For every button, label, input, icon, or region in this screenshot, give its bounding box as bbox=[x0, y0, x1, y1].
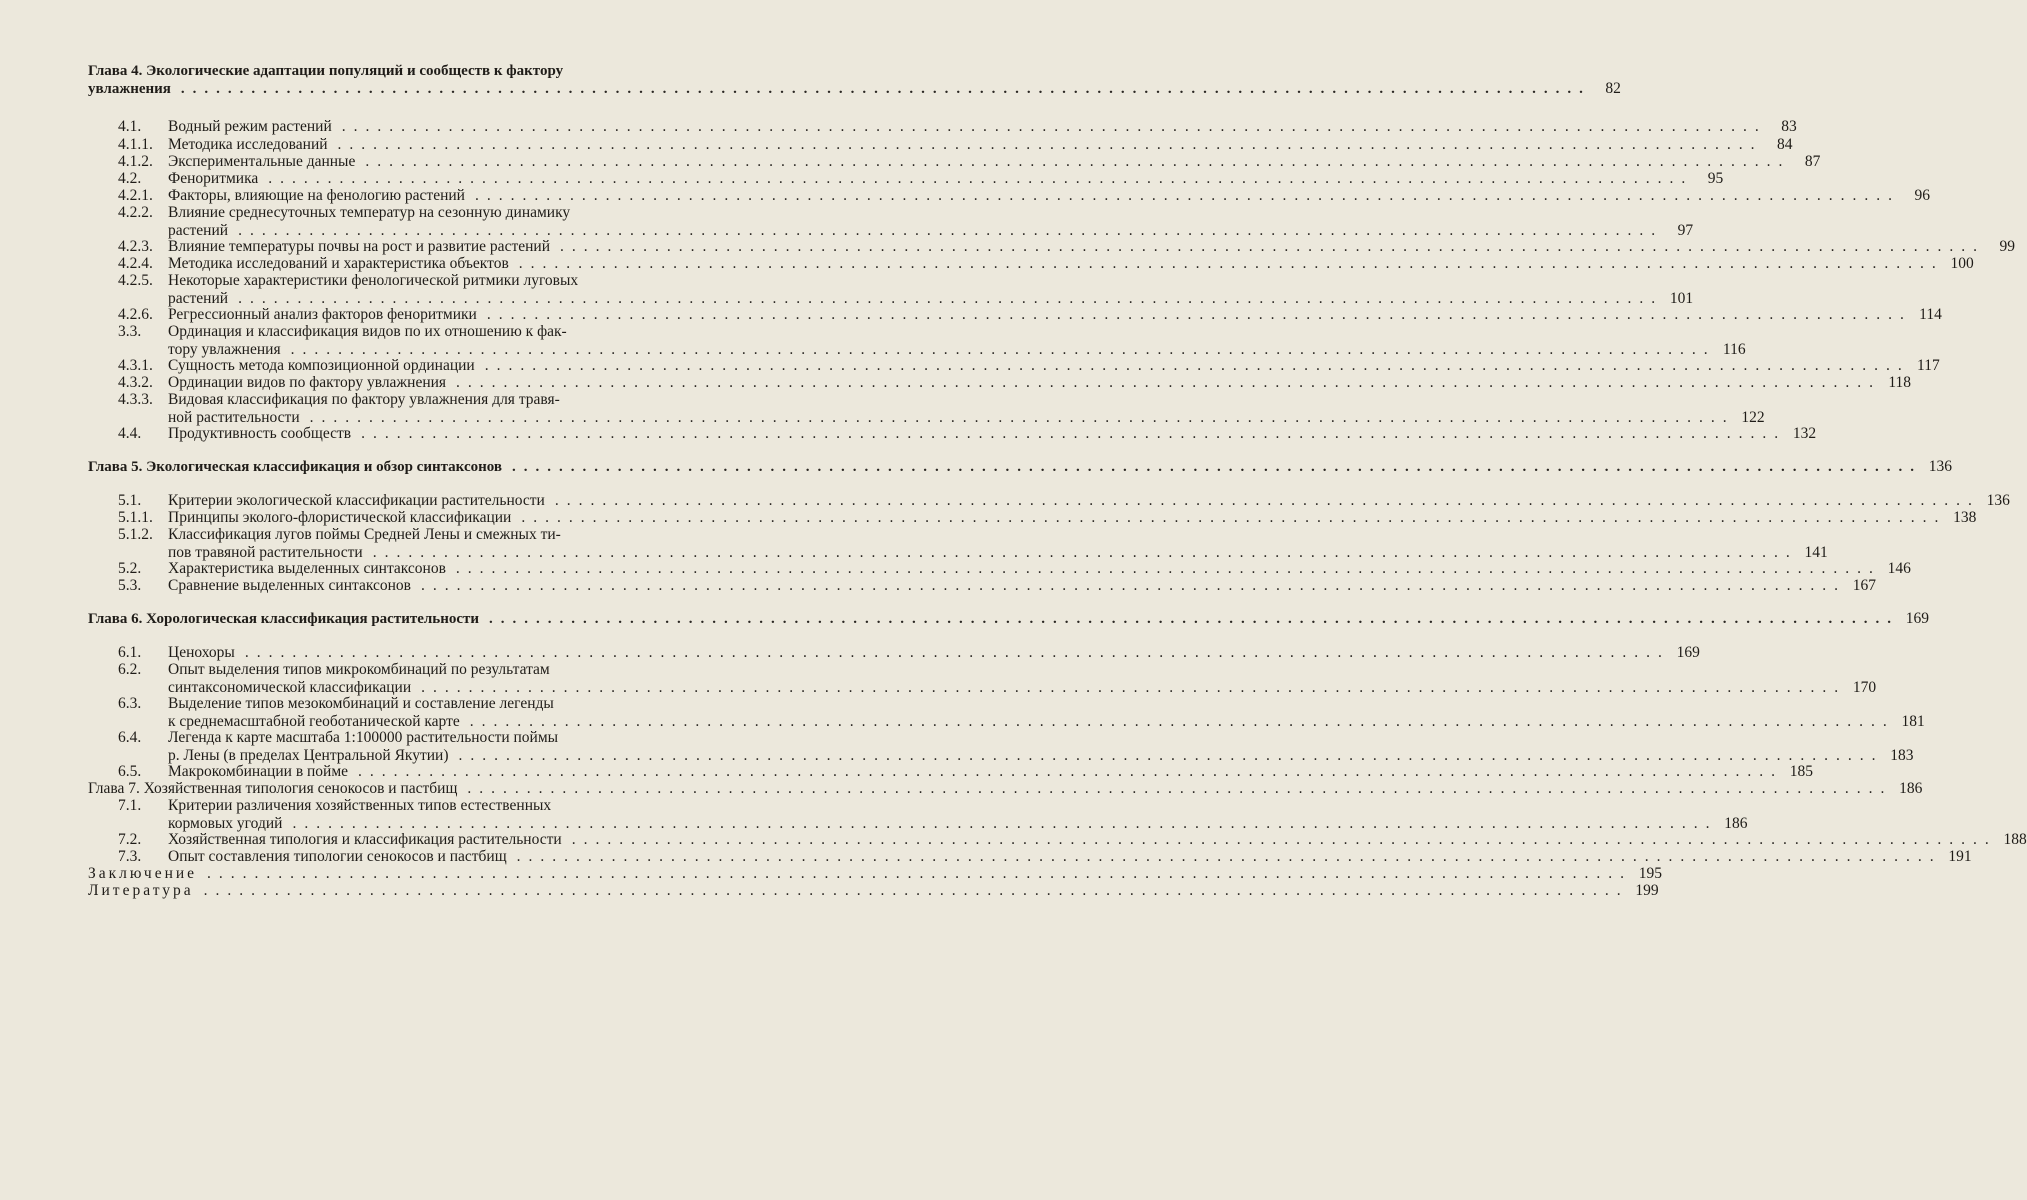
entry-title-text: Заключение bbox=[88, 865, 198, 882]
dot-leader: ........................................................................................................................ bbox=[458, 747, 1884, 764]
dot-leader: ........................................................................................................................ bbox=[511, 459, 1922, 475]
entry-title-text: р. Лены (в пределах Центральной Якутии) bbox=[168, 747, 449, 764]
entry-title bbox=[168, 187, 1930, 205]
page-number: 186 bbox=[1724, 815, 1748, 832]
page-number: 82 bbox=[1605, 80, 1621, 97]
dot-leader: ........................................................................................................................ bbox=[268, 170, 1694, 187]
page-number: 195 bbox=[1638, 865, 1663, 882]
entry-title-line: Глава 4. Экологические адаптации популяций и сообществ к фактору bbox=[88, 63, 564, 79]
entry-title bbox=[168, 357, 1940, 375]
entry-number: 4.2.4. bbox=[118, 255, 153, 272]
dot-leader: ........................................................................................................................ bbox=[521, 509, 1947, 526]
dot-leader: ........................................................................................................................ bbox=[455, 560, 1881, 577]
entry-title bbox=[168, 323, 1746, 359]
entry-title-text: Глава 7. Хозяйственная типология сенокосов и пастбищ bbox=[88, 780, 458, 797]
entry-number: 6.5. bbox=[118, 763, 142, 780]
page-number: 87 bbox=[1804, 153, 1821, 170]
entry-title bbox=[168, 204, 1694, 240]
entry-title bbox=[88, 62, 1621, 98]
entry-title bbox=[168, 695, 1925, 731]
page-number: 132 bbox=[1792, 425, 1817, 442]
entry-number: 4.2.3. bbox=[118, 238, 153, 255]
entry-title bbox=[168, 492, 2010, 510]
dot-leader: ........................................................................................................................ bbox=[358, 763, 1784, 780]
entry-title-text: Факторы, влияющие на фенологию растений bbox=[168, 187, 465, 204]
page-number: 84 bbox=[1777, 136, 1793, 153]
entry-title-text: Принципы эколого-флористической классификации bbox=[168, 509, 512, 526]
entry-title-text: Водный режим растений bbox=[168, 118, 332, 135]
entry-title-line: Критерии различения хозяйственных типов естественных bbox=[168, 797, 552, 814]
page-number: 169 bbox=[1676, 644, 1700, 661]
page-number: 167 bbox=[1852, 577, 1876, 594]
entry-title-line: Легенда к карте масштаба 1:100000 растительности поймы bbox=[168, 729, 559, 746]
entry-title-line: Классификация лугов поймы Средней Лены и смежных ти- bbox=[168, 526, 561, 543]
entry-number: 4.2.5. bbox=[118, 272, 153, 289]
entry-title-text: Опыт составления типологии сенокосов и пастбищ bbox=[168, 848, 507, 865]
entry-title-text: Методика исследований bbox=[168, 136, 328, 153]
entry-number: 3.3. bbox=[118, 323, 142, 340]
entry-title-text: кормовых угодий bbox=[168, 815, 283, 832]
entry-title-text: Экспериментальные данные bbox=[168, 153, 356, 170]
dot-leader: ........................................................................................................................ bbox=[203, 882, 1629, 899]
page-number: 101 bbox=[1669, 290, 1694, 307]
dot-leader: ........................................................................................................................ bbox=[180, 81, 1591, 97]
entry-title-line: Ординация и классификация видов по их отношению к фак- bbox=[168, 323, 567, 340]
dot-leader: ........................................................................................................................ bbox=[554, 492, 1980, 509]
entry-title bbox=[168, 153, 1821, 171]
page-number: 183 bbox=[1890, 747, 1914, 764]
entry-title bbox=[88, 610, 1930, 628]
page-number: 100 bbox=[1950, 255, 1974, 272]
entry-number: 4.3.3. bbox=[118, 391, 153, 408]
entry-number: 6.4. bbox=[118, 729, 142, 746]
page-number: 97 bbox=[1677, 222, 1694, 239]
entry-title bbox=[168, 374, 1912, 392]
entry-title-line: Видовая классификация по фактору увлажнения для травя- bbox=[168, 391, 560, 408]
entry-title bbox=[168, 729, 1914, 765]
entry-title bbox=[168, 661, 1877, 697]
page-number: 116 bbox=[1722, 341, 1746, 358]
entry-number: 4.1. bbox=[118, 118, 142, 135]
entry-title-text: Глава 5. Экологическая классификация и обзор синтаксонов bbox=[88, 459, 502, 475]
entry-title-line: Выделение типов мезокомбинаций и составление легенды bbox=[168, 695, 554, 712]
entry-title bbox=[168, 136, 1793, 154]
entry-title bbox=[88, 780, 1923, 798]
entry-title bbox=[168, 425, 1817, 443]
entry-title-text: Влияние температуры почвы на рост и развитие растений bbox=[168, 238, 550, 255]
page-number: 199 bbox=[1635, 882, 1659, 899]
page-number: 96 bbox=[1914, 187, 1930, 204]
entry-number: 4.1.1. bbox=[118, 136, 153, 153]
dot-leader: ........................................................................................................................ bbox=[421, 577, 1846, 594]
entry-number: 5.1.2. bbox=[118, 526, 153, 543]
entry-title-text: Сравнение выделенных синтаксонов bbox=[168, 577, 411, 594]
entry-title-text: синтаксономической классификации bbox=[168, 679, 412, 696]
page-number: 185 bbox=[1789, 763, 1814, 780]
dot-leader: ........................................................................................................................ bbox=[361, 425, 1787, 442]
entry-title-line: Опыт выделения типов микрокомбинаций по результатам bbox=[168, 661, 550, 678]
dot-leader: ........................................................................................................................ bbox=[559, 238, 1985, 255]
dot-leader: ........................................................................................................................ bbox=[365, 153, 1791, 170]
entry-number: 6.2. bbox=[118, 661, 142, 678]
entry-title bbox=[168, 255, 1974, 273]
entry-title-text: растений bbox=[168, 290, 229, 307]
entry-title bbox=[168, 797, 1748, 833]
entry-title-text: Методика исследований и характеристика объектов bbox=[168, 255, 509, 272]
entry-title bbox=[168, 526, 1828, 562]
entry-title-line: Влияние среднесуточных температур на сезонную динамику bbox=[168, 204, 571, 221]
page-number: 186 bbox=[1899, 780, 1923, 797]
entry-number: 7.2. bbox=[118, 831, 142, 848]
dot-leader: ........................................................................................................................ bbox=[486, 306, 1912, 323]
entry-number: 4.3.1. bbox=[118, 357, 153, 374]
dot-leader: ........................................................................................................................ bbox=[489, 611, 1900, 627]
page-number: 181 bbox=[1901, 713, 1925, 730]
entry-title bbox=[168, 118, 1797, 136]
entry-title-text: Критерии экологической классификации растительности bbox=[168, 492, 545, 509]
dot-leader: ........................................................................................................................ bbox=[467, 780, 1893, 797]
entry-title-text: тору увлажнения bbox=[168, 341, 281, 358]
entry-number: 4.2.6. bbox=[118, 306, 153, 323]
entry-number: 4.2.2. bbox=[118, 204, 153, 221]
entry-title bbox=[168, 391, 1765, 427]
entry-number: 7.3. bbox=[118, 848, 142, 865]
page-number: 117 bbox=[1917, 357, 1940, 374]
entry-number: 5.3. bbox=[118, 577, 142, 594]
entry-number: 4.4. bbox=[118, 425, 142, 442]
page-number: 95 bbox=[1707, 170, 1724, 187]
page-number: 99 bbox=[1999, 238, 2015, 255]
entry-title-line: Некоторые характеристики фенологической ритмики луговых bbox=[168, 272, 579, 289]
page-number: 141 bbox=[1804, 544, 1828, 561]
page-number: 170 bbox=[1852, 679, 1877, 696]
entry-title-text: Сущность метода композиционной ординации bbox=[168, 357, 475, 374]
entry-title-text: Продуктивность сообществ bbox=[168, 425, 352, 442]
entry-title bbox=[168, 763, 1814, 781]
entry-title bbox=[168, 577, 1876, 595]
entry-title bbox=[88, 882, 1659, 900]
entry-title-text: Регрессионный анализ факторов феноритмики bbox=[168, 306, 477, 323]
dot-leader: ........................................................................................................................ bbox=[518, 255, 1944, 272]
entry-title-text: Глава 6. Хорологическая классификация растительности bbox=[88, 611, 480, 627]
page-number: 83 bbox=[1781, 118, 1797, 135]
entry-title bbox=[168, 306, 1942, 324]
entry-number: 4.1.2. bbox=[118, 153, 153, 170]
dot-leader: ........................................................................................................................ bbox=[238, 222, 1664, 239]
page-number: 136 bbox=[1986, 492, 2010, 509]
dot-leader: ........................................................................................................................ bbox=[238, 290, 1664, 307]
dot-leader: ........................................................................................................................ bbox=[292, 815, 1718, 832]
entry-title-text: Хозяйственная типология и классификация растительности bbox=[168, 831, 562, 848]
entry-title bbox=[168, 644, 1700, 662]
dot-leader: ........................................................................................................................ bbox=[474, 187, 1900, 204]
entry-number: 5.2. bbox=[118, 560, 142, 577]
page-number: 188 bbox=[2003, 831, 2027, 848]
entry-title bbox=[168, 560, 1911, 578]
entry-title-text: ной растительности bbox=[168, 409, 300, 426]
page-number: 138 bbox=[1953, 509, 1977, 526]
page-number: 114 bbox=[1919, 306, 1942, 323]
entry-title bbox=[168, 831, 2027, 849]
page-number: 146 bbox=[1887, 560, 1911, 577]
entry-title-text: растений bbox=[168, 222, 229, 239]
entry-title bbox=[168, 848, 1972, 866]
page-number: 169 bbox=[1905, 610, 1930, 627]
entry-title bbox=[168, 272, 1694, 308]
entry-number: 6.1. bbox=[118, 644, 142, 661]
entry-title-text: Характеристика выделенных синтаксонов bbox=[168, 560, 446, 577]
dot-leader: ........................................................................................................................ bbox=[309, 409, 1735, 426]
entry-number: 4.3.2. bbox=[118, 374, 153, 391]
dot-leader: ........................................................................................................................ bbox=[341, 118, 1767, 135]
dot-leader: ........................................................................................................................ bbox=[421, 679, 1847, 696]
entry-number: 7.1. bbox=[118, 797, 142, 814]
entry-title bbox=[168, 509, 1977, 527]
page-number: 191 bbox=[1948, 848, 1972, 865]
entry-number: 5.1.1. bbox=[118, 509, 153, 526]
entry-title-text: пов травяной растительности bbox=[168, 544, 363, 561]
dot-leader: ........................................................................................................................ bbox=[456, 374, 1882, 391]
entry-title bbox=[168, 170, 1724, 188]
entry-number: 4.2. bbox=[118, 170, 142, 187]
entry-title bbox=[88, 458, 1952, 476]
entry-title-text: Феноритмика bbox=[168, 170, 259, 187]
page-number: 118 bbox=[1888, 374, 1912, 391]
entry-title-text: Макрокомбинации в пойме bbox=[168, 763, 349, 780]
dot-leader: ........................................................................................................................ bbox=[516, 848, 1942, 865]
dot-leader: ........................................................................................................................ bbox=[290, 341, 1716, 358]
dot-leader: ........................................................................................................................ bbox=[372, 544, 1798, 561]
entry-number: 6.3. bbox=[118, 695, 142, 712]
dot-leader: ........................................................................................................................ bbox=[207, 865, 1633, 882]
entry-title-text: Литература bbox=[88, 882, 194, 899]
dot-leader: ........................................................................................................................ bbox=[469, 713, 1895, 730]
dot-leader: ........................................................................................................................ bbox=[337, 136, 1763, 153]
page-number: 122 bbox=[1741, 409, 1765, 426]
page-number: 136 bbox=[1928, 458, 1952, 475]
entry-number: 5.1. bbox=[118, 492, 142, 509]
dot-leader: ........................................................................................................................ bbox=[571, 831, 1997, 848]
entry-number: 4.2.1. bbox=[118, 187, 153, 204]
entry-title bbox=[88, 865, 1663, 883]
entry-title-text: к среднемасштабной геоботанической карте bbox=[168, 713, 460, 730]
dot-leader: ........................................................................................................................ bbox=[484, 357, 1910, 374]
entry-title-text: увлажнения bbox=[88, 81, 171, 97]
entry-title bbox=[168, 238, 2015, 256]
dot-leader: ........................................................................................................................ bbox=[244, 644, 1670, 661]
entry-title-text: Ординации видов по фактору увлажнения bbox=[168, 374, 447, 391]
entry-title-text: Ценохоры bbox=[168, 644, 235, 661]
